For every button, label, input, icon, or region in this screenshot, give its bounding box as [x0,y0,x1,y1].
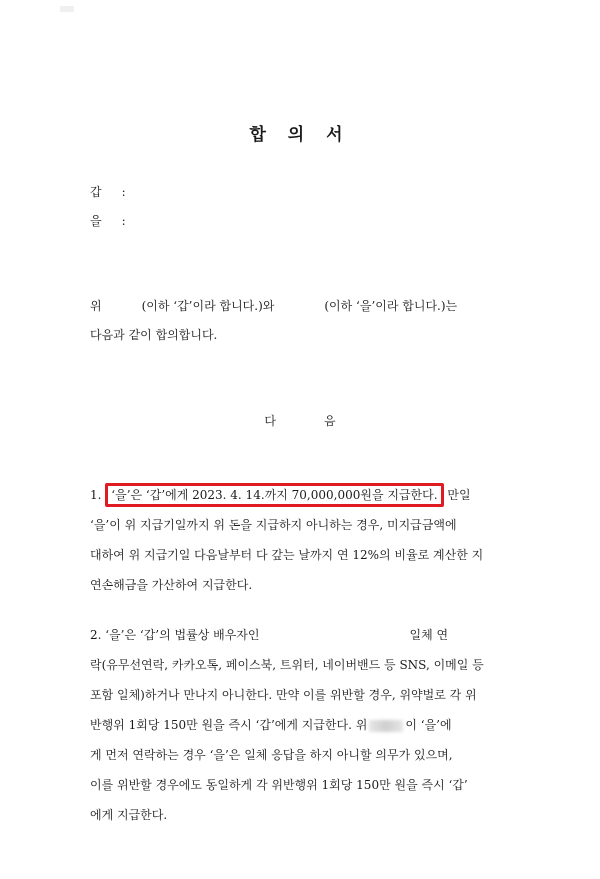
scan-artifact [60,6,74,12]
party-colon: : [121,214,126,228]
clause-1-line-4: 연손해금을 가산하여 지급한다. [90,578,253,592]
clause-2-line-2: 락(유무선연락, 카카오톡, 페이스북, 트위터, 네이버밴드 등 SNS, 이메일 등 [90,658,484,672]
party-eul-line [90,212,126,229]
redacted-name [369,720,403,732]
clause-2-line-5: 게 먼저 연락하는 경우 ‘을’은 일체 응답을 하지 아니할 의무가 있으며, [90,748,453,762]
clause-2-line-7: 에게 지급한다. [90,808,168,822]
clause-2 [90,620,540,830]
party-label-gap: 갑 [90,185,102,199]
heading-char-1: 다 [264,414,276,428]
clause-1 [90,480,540,600]
clause-1-line-1 [90,480,540,510]
clause-2-text-c: 반행위 1회당 150만 원을 즉시 ‘갑’에게 지급한다. 위 [90,718,368,732]
party-colon: : [121,185,126,199]
clause-2-text-a: 2. ‘을’은 ‘갑’의 법률상 배우자인 [90,628,260,642]
clause-2-line-3: 포함 일체)하거나 만나지 아니한다. 만약 이를 위반할 경우, 위약벌로 각 위 [90,688,477,702]
clause-1-line-3: 대하여 위 지급기일 다음날부터 다 갚는 날까지 연 12%의 비율로 계산한 지 [90,548,484,562]
intro-text-c: (이하 ‘을’이라 합니다.)는 [324,299,458,313]
heading-char-2: 음 [324,414,336,428]
clause-1-line-2: ‘을’이 위 지급기일까지 위 돈을 지급하지 아니하는 경우, 미지급금액에 [90,518,457,532]
intro-text-b: (이하 ‘갑’이라 합니다.)와 [141,299,275,313]
party-label-eul: 을 [90,214,102,228]
document-title: 합 의 서 [249,125,351,145]
clause-2-text-d: 이 ‘을’에 [405,718,452,732]
intro-line-1 [90,297,457,314]
clause-2-line-6: 이를 위반할 경우에도 동일하게 각 위반행위 1회당 150만 원을 즉시 ‘갑’ [90,778,468,792]
intro-text-a: 위 [90,299,102,313]
clause-2-text-b: 일체 연 [409,628,449,642]
clause-2-line-4 [90,710,540,740]
clause-1-number: 1. [90,488,102,502]
section-heading [0,412,600,429]
clause-2-line-1 [90,620,540,650]
intro-line-2: 다음과 같이 합의합니다. [90,328,218,342]
party-gap-line [90,183,126,200]
clause-1-continue: 만일 [447,488,471,502]
highlighted-payment-text: ‘을’은 ‘갑’에게 2023. 4. 14.까지 70,000,000원을 지급한다. [105,483,443,507]
